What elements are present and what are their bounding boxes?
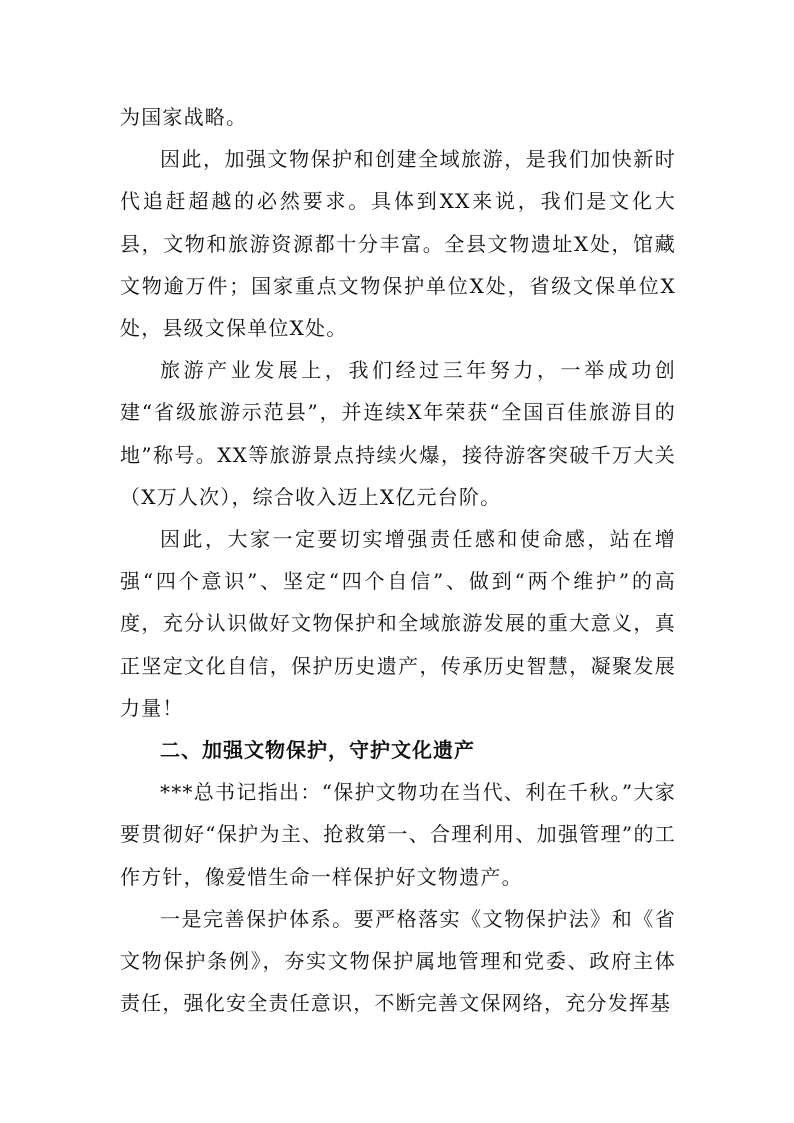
paragraph-tourism-development: 旅游产业发展上，我们经过三年努力，一举成功创建“省级旅游示范县”，并连续X年荣获“全国百佳旅游目的地”称号。XX等旅游景点持续火爆，接待游客突破千万大关（X万人次），综合收入迈上X亿元台阶。 — [120, 358, 676, 509]
section-heading: 二、加强文物保护，守护文化遗产 — [160, 738, 475, 763]
paragraph-continuation: 为国家战略。 — [120, 105, 248, 129]
paragraph-strategic-requirement: 因此，加强文物保护和创建全域旅游，是我们加快新时代追赶超越的必然要求。具体到XX来说，我们是文化大县，文物和旅游资源都十分丰富。全县文物遗址X处，馆藏文物逾万件；国家重点文物保护单位X处，省级文保单位X处，县级文保单位X处。 — [120, 147, 676, 341]
paragraph-protection-system: 一是完善保护体系。要严格落实《文物保护法》和《省文物保护条例》，夯实文物保护属地管理和党委、政府主体责任，强化安全责任意识，不断完善文保网络，充分发挥基 — [120, 906, 676, 1016]
paragraph-responsibility: 因此，大家一定要切实增强责任感和使命感，站在增强“四个意识”、坚定“四个自信”、做到“两个维护”的高度，充分认识做好文物保护和全域旅游发展的重大意义，真正坚定文化自信，保护历史遗产，传承历史智慧，凝聚发展力量！ — [120, 527, 676, 720]
document-body — [120, 96, 676, 1024]
paragraph-quote: ***总书记指出：“保护文物功在当代、利在千秋。”大家要贯彻好“保护为主、抢救第一、合理利用、加强管理”的工作方针，像爱惜生命一样保护好文物遗产。 — [120, 780, 676, 889]
